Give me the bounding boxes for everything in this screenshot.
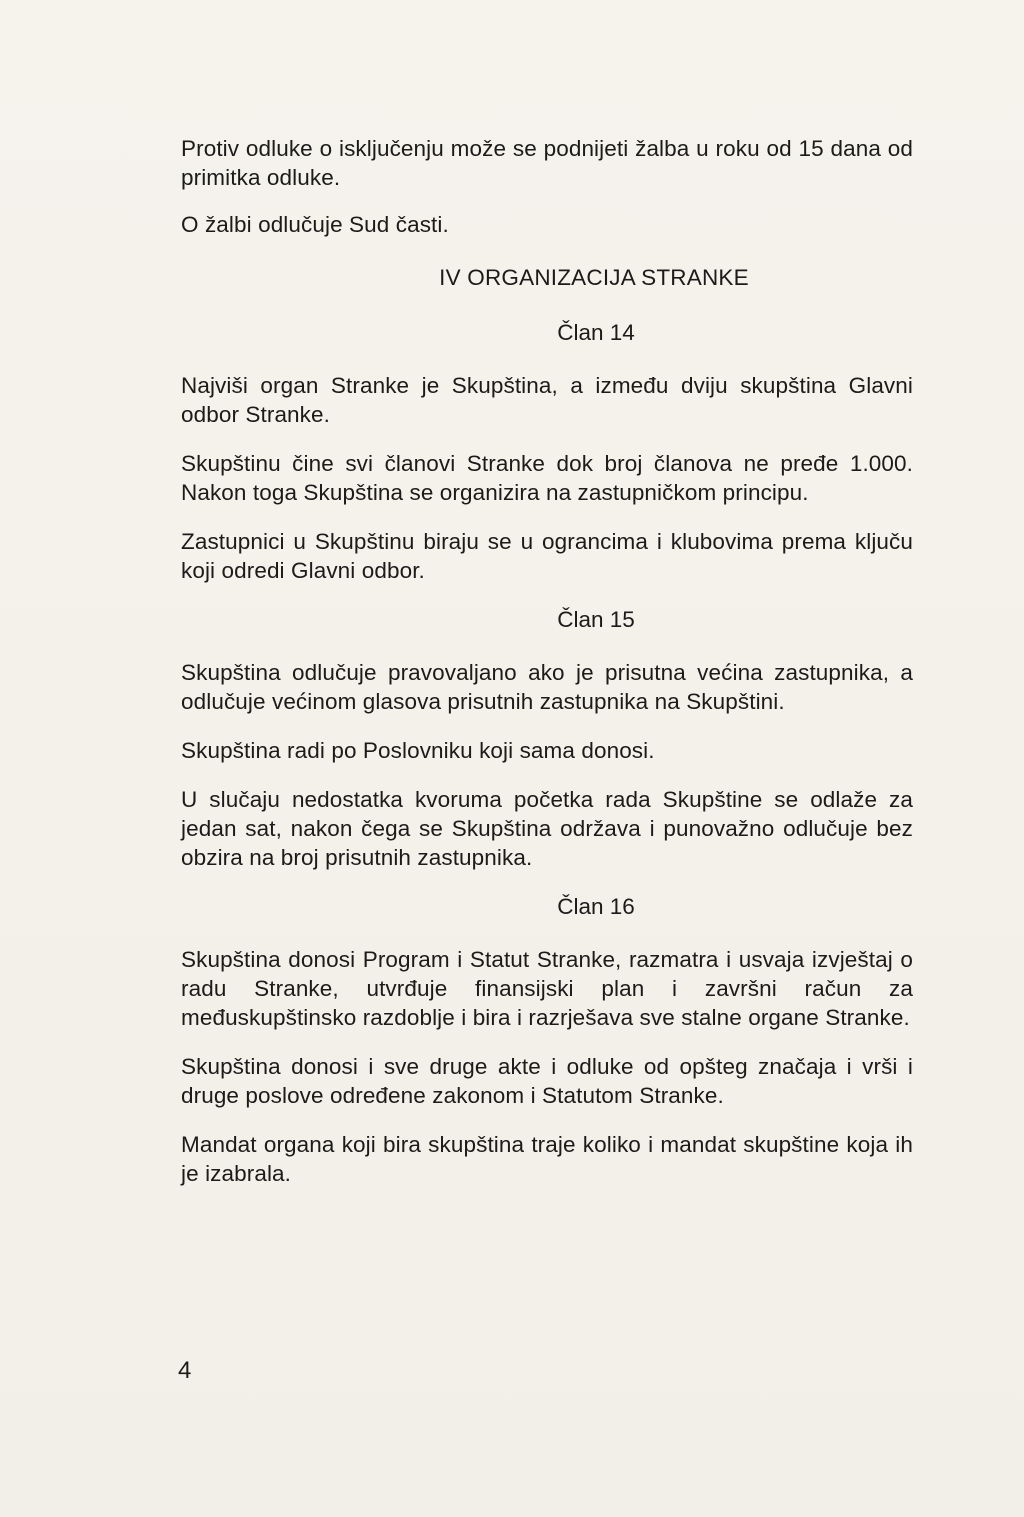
article-15-paragraph: U slučaju nedostatka kvoruma početka rada Skupštine se odlaže za jedan sat, nakon čega se Skupština održava i punovažno odlučuje bez obzira na broj prisutnih zastupnika. <box>181 787 913 870</box>
article-14-paragraph: Najviši organ Stranke je Skupština, a između dviju skupština Glavni odbor Stranke. <box>181 373 913 427</box>
article-14-paragraph: Skupštinu čine svi članovi Stranke dok broj članova ne pređe 1.000. Nakon toga Skupština se organizira na zastupničkom principu. <box>181 451 913 505</box>
article-16-paragraph: Skupština donosi Program i Statut Stranke, razmatra i usvaja izvještaj o radu Stranke, utvrđuje finansijski plan i završni račun za međuskupštinsko razdoblje i bira i razrješava sve stalne organe Stranke. <box>181 947 913 1030</box>
article-15-paragraph: Skupština radi po Poslovniku koji sama donosi. <box>181 738 655 763</box>
text-column <box>181 134 913 1208</box>
article-15-heading: Član 15 <box>557 607 635 632</box>
paragraph-court-of-honor: O žalbi odlučuje Sud časti. <box>181 212 449 237</box>
section-title: IV ORGANIZACIJA STRANKE <box>439 265 749 290</box>
article-16-paragraph: Mandat organa koji bira skupština traje koliko i mandat skupštine koja ih je izabrala. <box>181 1132 913 1186</box>
page-number: 4 <box>178 1357 192 1384</box>
article-14-paragraph: Zastupnici u Skupštinu biraju se u ograncima i klubovima prema ključu koji odredi Glavni odbor. <box>181 529 913 583</box>
paragraph-appeal-deadline: Protiv odluke o isključenju može se podnijeti žalba u roku od 15 dana od primitka odluke. <box>181 136 913 190</box>
article-16-paragraph: Skupština donosi i sve druge akte i odluke od opšteg značaja i vrši i druge poslove određene zakonom i Statutom Stranke. <box>181 1054 913 1108</box>
article-15-paragraph: Skupština odlučuje pravovaljano ako je prisutna većina zastupnika, a odlučuje većinom glasova prisutnih zastupnika na Skupštini. <box>181 660 913 714</box>
article-14-heading: Član 14 <box>557 320 635 345</box>
article-16-heading: Član 16 <box>557 894 635 919</box>
